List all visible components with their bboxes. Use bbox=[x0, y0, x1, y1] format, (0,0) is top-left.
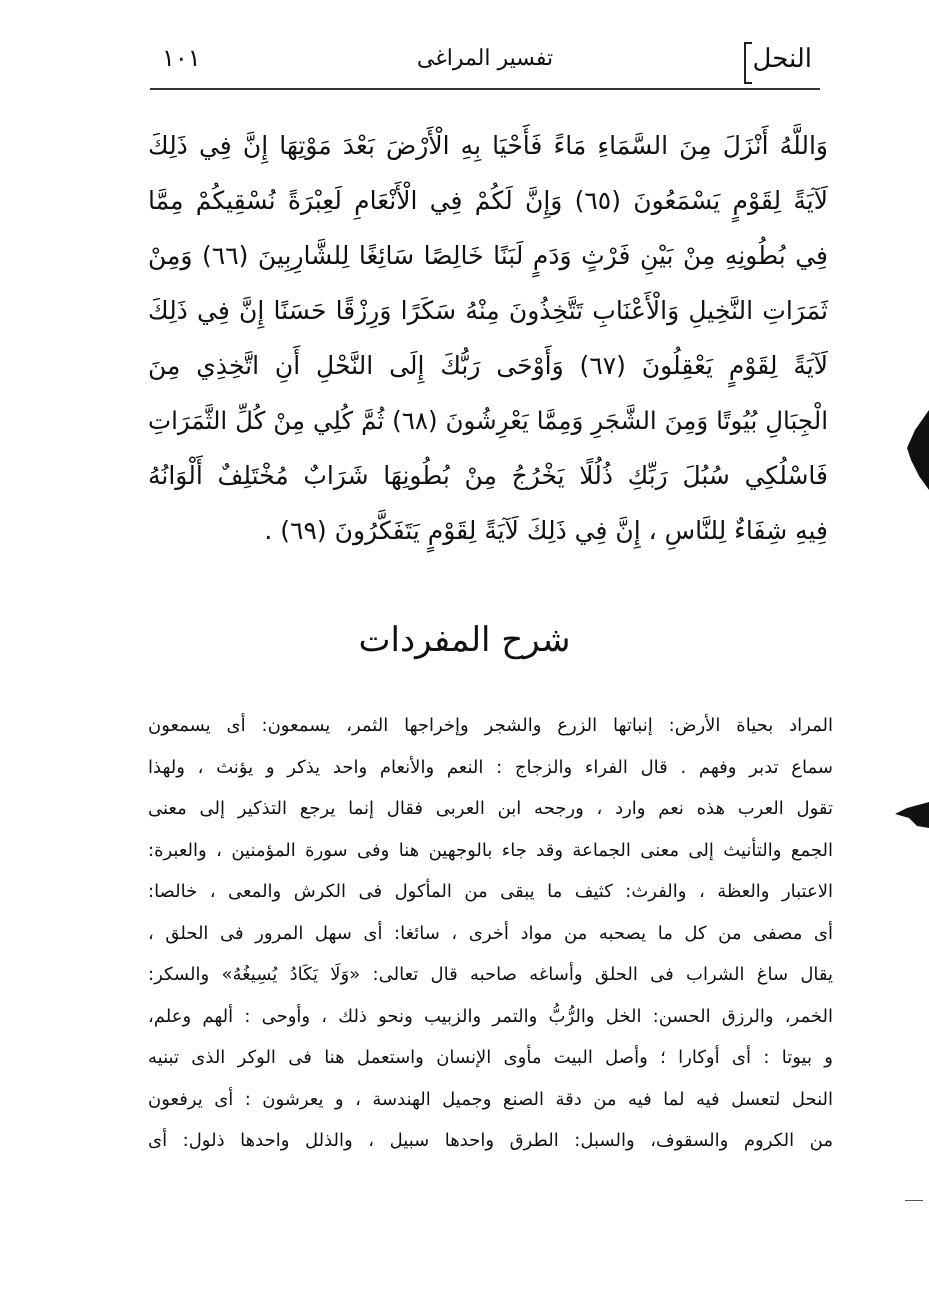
commentary-line: الاعتبار والعظة ، والفرث: كثيف ما يبقى من المأكول فى الكرش والمعى ، خالصا: bbox=[148, 881, 833, 902]
vocabulary-commentary bbox=[148, 705, 833, 1162]
scan-speck bbox=[905, 1200, 923, 1201]
page-number: ١٠١ bbox=[162, 44, 201, 72]
verse-line: فَاسْلُكِي سُبُلَ رَبِّكِ ذُلُلًا يَخْرُجُ مِنْ بُطُونِهَا شَرَابٌ مُخْتَلِفٌ أَلْوَانُهُ bbox=[148, 461, 828, 490]
surah-name: النحل bbox=[752, 44, 812, 74]
commentary-line: تقول العرب هذه نعم وارد ، ورجحه ابن العربى فقال إنما يرجع التذكير إلى معنى bbox=[148, 798, 833, 819]
quran-verses bbox=[148, 118, 828, 558]
verse-line: الْجِبَالِ بُيُوتًا وَمِنَ الشَّجَرِ وَمِمَّا يَعْرِشُونَ (٦٨) ثُمَّ كُلِي مِنْ كُلِّ الثَّمَرَاتِ bbox=[148, 406, 828, 435]
commentary-line: الخمر، والرزق الحسن: الخل والرُّبُّ والتمر والزبيب ونحو ذلك ، وأوحى : ألهم وعلم، bbox=[148, 1005, 833, 1027]
scan-blot-lower bbox=[895, 800, 929, 830]
section-title: شرح المفردات bbox=[358, 620, 571, 660]
commentary-line: من الكروم والسقوف، والسبل: الطرق واحدها سبيل ، والذلل واحدها ذلول: أى bbox=[148, 1130, 833, 1151]
verse-line: ثَمَرَاتِ النَّخِيلِ وَالْأَعْنَابِ تَتَّخِذُونَ مِنْهُ سَكَرًا وَرِزْقًا حَسَنًا إِنَّ فِي ذَلِكَ bbox=[148, 296, 828, 325]
commentary-line: و بيوتا : أى أوكارا ؛ وأصل البيت مأوى الإنسان واستعمل هنا فى الوكر الذى تبنيه bbox=[148, 1047, 833, 1068]
header-rule bbox=[150, 88, 820, 90]
verse-line: وَاللَّهُ أَنْزَلَ مِنَ السَّمَاءِ مَاءً فَأَحْيَا بِهِ الْأَرْضَ بَعْدَ مَوْتِهَا إِنَّ فِي ذَلِكَ bbox=[148, 131, 828, 160]
scan-blot-upper bbox=[905, 410, 929, 490]
commentary-line: المراد بحياة الأرض: إنباتها الزرع والشجر وإخراجها الثمر، يسمعون: أى يسمعون bbox=[148, 715, 833, 736]
commentary-line: أى مصفى من كل ما يصحبه من مواد أخرى ، سائغا: أى سهل المرور فى الحلق ، bbox=[148, 922, 833, 944]
verse-line: لَآيَةً لِقَوْمٍ يَسْمَعُونَ (٦٥) وَإِنَّ لَكُمْ فِي الْأَنْعَامِ لَعِبْرَةً نُسْقِيكُمْ مِمَّا bbox=[148, 186, 828, 215]
verse-line: فِيهِ شِفَاءٌ لِلنَّاسِ ، إِنَّ فِي ذَلِكَ لَآيَةً لِقَوْمٍ يَتَفَكَّرُونَ (٦٩) . bbox=[264, 516, 828, 545]
page-header bbox=[150, 38, 820, 90]
commentary-line: الجمع والتأنيث إلى معنى الجماعة وقد جاء بالوجهين هنا وفى سورة المؤمنين ، والعبرة: bbox=[148, 839, 833, 861]
commentary-line: سماع تدبر وفهم . قال الفراء والزجاج : النعم والأنعام واحد يذكر و يؤنث ، ولهذا bbox=[148, 756, 833, 778]
verse-line: فِي بُطُونِهِ مِنْ بَيْنِ فَرْثٍ وَدَمٍ لَبَنًا خَالِصًا سَائِغًا لِلشَّارِبِينَ (٦٦) وَمِنْ bbox=[148, 241, 828, 270]
commentary-line: النحل لتعسل فيه لما فيه من دقة الصنع وجميل الهندسة ، و يعرشون : أى يرفعون bbox=[148, 1088, 833, 1110]
commentary-line: يقال ساغ الشراب فى الحلق وأساغه صاحبه قال تعالى: «وَلَا يَكَادُ يُسِيغُهُ» والسكر: bbox=[148, 964, 833, 985]
verse-line: لَآيَةً لِقَوْمٍ يَعْقِلُونَ (٦٧) وَأَوْحَى رَبُّكَ إِلَى النَّحْلِ أَنِ اتَّخِذِي مِنَ bbox=[148, 351, 828, 380]
book-title: تفسير المراغى bbox=[416, 46, 554, 71]
